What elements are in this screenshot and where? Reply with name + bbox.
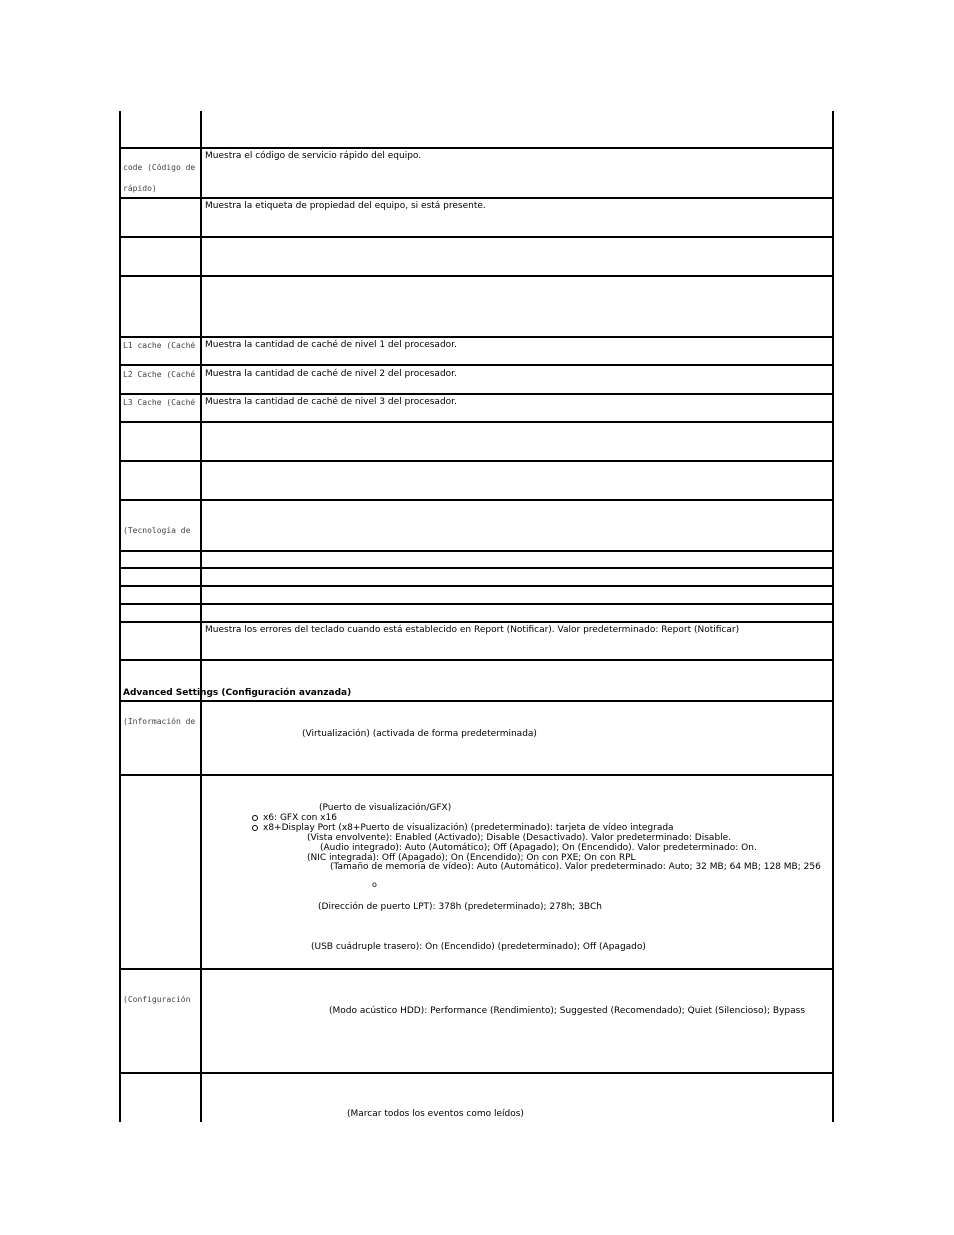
row-divider <box>119 659 834 661</box>
row-divider <box>119 774 834 776</box>
display-port-gfx-option: (Puerto de visualización/GFX) <box>319 803 452 813</box>
lpt-port-address-option: (Dirección de puerto LPT): 378h (predeterminado); 278h; 3BCh <box>318 902 602 912</box>
row-divider <box>119 585 834 587</box>
l1-cache-description: Muestra la cantidad de caché de nivel 1 del procesador. <box>205 340 457 350</box>
technology-label: (Tecnología de <box>123 526 191 535</box>
surround-view-option: (Vista envolvente): Enabled (Activado); Disable (Desactivado). Valor predeterminado: Disable. <box>307 833 732 843</box>
integrated-nic-option: (NIC integrada): Off (Apagado); On (Encendido); On con PXE; On con RPL <box>307 853 636 863</box>
table-right-border <box>832 111 834 1122</box>
row-divider <box>119 499 834 501</box>
x8-display-port-option: x8+Display Port (x8+Puerto de visualización) (predeterminado): tarjeta de vídeo integrada <box>263 823 674 833</box>
l1-cache-label: L1 cache (Caché <box>123 341 196 350</box>
configuration-label: (Configuración <box>123 995 191 1004</box>
rear-quad-usb-option: (USB cuádruple trasero): On (Encendido) (predeterminado); Off (Apagado) <box>311 942 646 952</box>
l2-cache-label: L2 Cache (Caché <box>123 370 196 379</box>
express-service-code-description: Muestra el código de servicio rápido del equipo. <box>205 151 422 161</box>
row-divider <box>119 421 834 423</box>
express-service-code-label-line1: code (Código de <box>123 163 196 172</box>
row-divider <box>119 700 834 702</box>
row-divider <box>119 275 834 277</box>
sub-bullet-marker: o <box>372 880 377 889</box>
advanced-settings-heading: Advanced Settings (Configuración avanzada) <box>123 688 352 698</box>
processor-info-label: (Información de <box>123 717 196 726</box>
row-divider <box>119 460 834 462</box>
row-divider <box>119 197 834 199</box>
row-divider <box>119 336 834 338</box>
keyboard-errors-description: Muestra los errores del teclado cuando está establecido en Report (Notificar). Valor predeterminado: Report (Notificar) <box>205 625 740 635</box>
l3-cache-label: L3 Cache (Caché <box>123 398 196 407</box>
mark-all-events-read-option: (Marcar todos los eventos como leídos) <box>347 1109 524 1119</box>
row-divider <box>119 621 834 623</box>
row-divider <box>119 236 834 238</box>
video-memory-size-option: (Tamaño de memoria de vídeo): Auto (Automático). Valor predeterminado: Auto; 32 MB; 64 MB; 128 MB; 256 <box>330 862 821 872</box>
row-divider <box>119 603 834 605</box>
l3-cache-description: Muestra la cantidad de caché de nivel 3 del procesador. <box>205 397 457 407</box>
row-divider <box>119 393 834 395</box>
table-left-border <box>119 111 121 1122</box>
row-divider <box>119 364 834 366</box>
integrated-audio-option: (Audio integrado): Auto (Automático); Off (Apagado); On (Encendido). Valor predeterminado: On. <box>320 843 757 853</box>
l2-cache-description: Muestra la cantidad de caché de nivel 2 del procesador. <box>205 369 457 379</box>
hdd-acoustic-mode-option: (Modo acústico HDD): Performance (Rendimiento); Suggested (Recomendado); Quiet (Silencioso); Bypass <box>329 1006 806 1016</box>
virtualization-option: (Virtualización) (activada de forma predeterminada) <box>302 729 537 739</box>
table-column-divider <box>200 111 202 1122</box>
circle-bullet-icon <box>251 823 259 836</box>
row-divider <box>119 550 834 552</box>
asset-tag-description: Muestra la etiqueta de propiedad del equipo, si está presente. <box>205 201 486 211</box>
x6-gfx-option: x6: GFX con x16 <box>263 813 337 823</box>
express-service-code-label-line2: rápido) <box>123 184 157 193</box>
row-divider <box>119 968 834 970</box>
row-divider <box>119 567 834 569</box>
row-divider <box>119 147 834 149</box>
row-divider <box>119 1072 834 1074</box>
